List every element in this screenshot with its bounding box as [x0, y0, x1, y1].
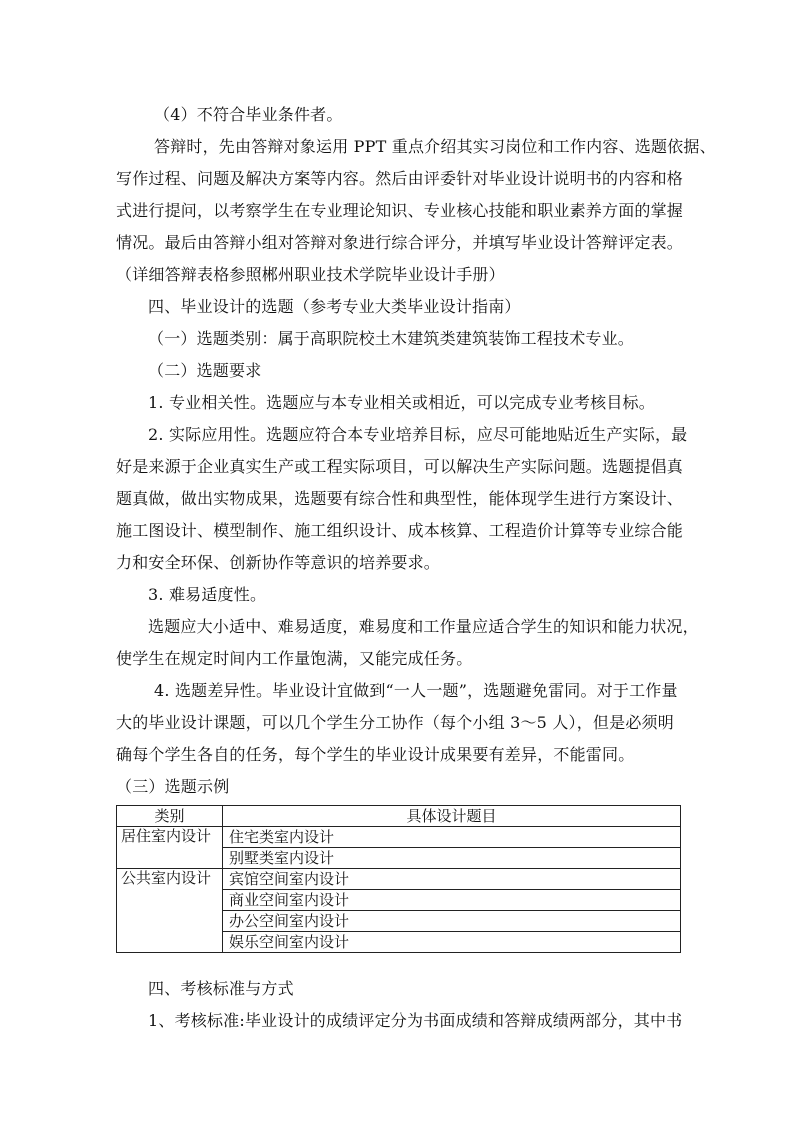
subsection-heading: （三）选题示例: [116, 777, 230, 796]
table-header-category: 类别: [117, 806, 223, 827]
paragraph-line: 大的毕业设计课题，可以几个学生分工协作（每个小组 3～5 人），但是必须明: [116, 713, 674, 732]
table-cell-topic: 宾馆空间室内设计: [223, 869, 681, 890]
paragraph-line: （4）不符合毕业条件者。: [154, 105, 343, 124]
paragraph-line: 写作过程、问题及解决方案等内容。然后由评委针对毕业设计说明书的内容和格: [116, 169, 684, 188]
paragraph-line: 情况。最后由答辩小组对答辩对象进行综合评分，并填写毕业设计答辩评定表。: [116, 233, 684, 252]
paragraph-line: 3. 难易适度性。: [148, 585, 267, 604]
paragraph-line: 好是来源于企业真实生产或工程实际项目，可以解决生产实际问题。选题提倡真: [116, 457, 684, 476]
section-heading: 四、考核标准与方式: [148, 979, 294, 998]
section-heading: 四、毕业设计的选题（参考专业大类毕业设计指南）: [148, 297, 521, 316]
paragraph-line: 确每个学生各自的任务，每个学生的毕业设计成果要有差异，不能雷同。: [116, 745, 635, 764]
paragraph-line: 4. 选题差异性。毕业设计宜做到“一人一题”，选题避免雷同。对于工作量: [154, 681, 678, 700]
paragraph-line: 式进行提问，以考察学生在专业理论知识、专业核心技能和职业素养方面的掌握: [116, 201, 684, 220]
table-cell-topic: 娱乐空间室内设计: [223, 932, 681, 953]
table-cell-category: 公共室内设计: [117, 869, 223, 953]
table-cell-topic: 商业空间室内设计: [223, 890, 681, 911]
paragraph-line: 施工图设计、模型制作、施工组织设计、成本核算、工程造价计算等专业综合能: [116, 521, 684, 540]
subsection-heading: （一）选题类别：属于高职院校土木建筑类建筑装饰工程技术专业。: [148, 329, 635, 348]
table-row: [117, 827, 681, 848]
table-cell-topic: 办公空间室内设计: [223, 911, 681, 932]
paragraph-line: 力和安全环保、创新协作等意识的培养要求。: [116, 553, 441, 572]
subsection-heading: （二）选题要求: [148, 361, 262, 380]
table-cell-topic: 住宅类室内设计: [223, 827, 681, 848]
paragraph-line: （详细答辩表格参照郴州职业技术学院毕业设计手册）: [116, 265, 505, 284]
paragraph-line: 答辩时，先由答辩对象运用 PPT 重点介绍其实习岗位和工作内容、选题依据、: [154, 137, 716, 156]
table-cell-topic: 别墅类室内设计: [223, 848, 681, 869]
paragraph-line: 选题应大小适中、难易适度，难易度和工作量应适合学生的知识和能力状况，: [148, 617, 699, 636]
paragraph-line: 1、考核标准:毕业设计的成绩评定分为书面成绩和答辩成绩两部分，其中书: [148, 1011, 683, 1030]
paragraph-line: 题真做，做出实物成果，选题要有综合性和典型性，能体现学生进行方案设计、: [116, 489, 684, 508]
paragraph-line: 使学生在规定时间内工作量饱满，又能完成任务。: [116, 649, 473, 668]
paragraph-line: 2. 实际应用性。选题应符合本专业培养目标，应尽可能地贴近生产实际，最: [148, 425, 688, 444]
table-row: [117, 869, 681, 890]
table-header-topic: 具体设计题目: [223, 806, 681, 827]
topic-example-table: [116, 805, 681, 953]
table-header-row: [117, 806, 681, 827]
paragraph-line: 1. 专业相关性。选题应与本专业相关或相近，可以完成专业考核目标。: [148, 393, 655, 412]
table-cell-category: 居住室内设计: [117, 827, 223, 869]
